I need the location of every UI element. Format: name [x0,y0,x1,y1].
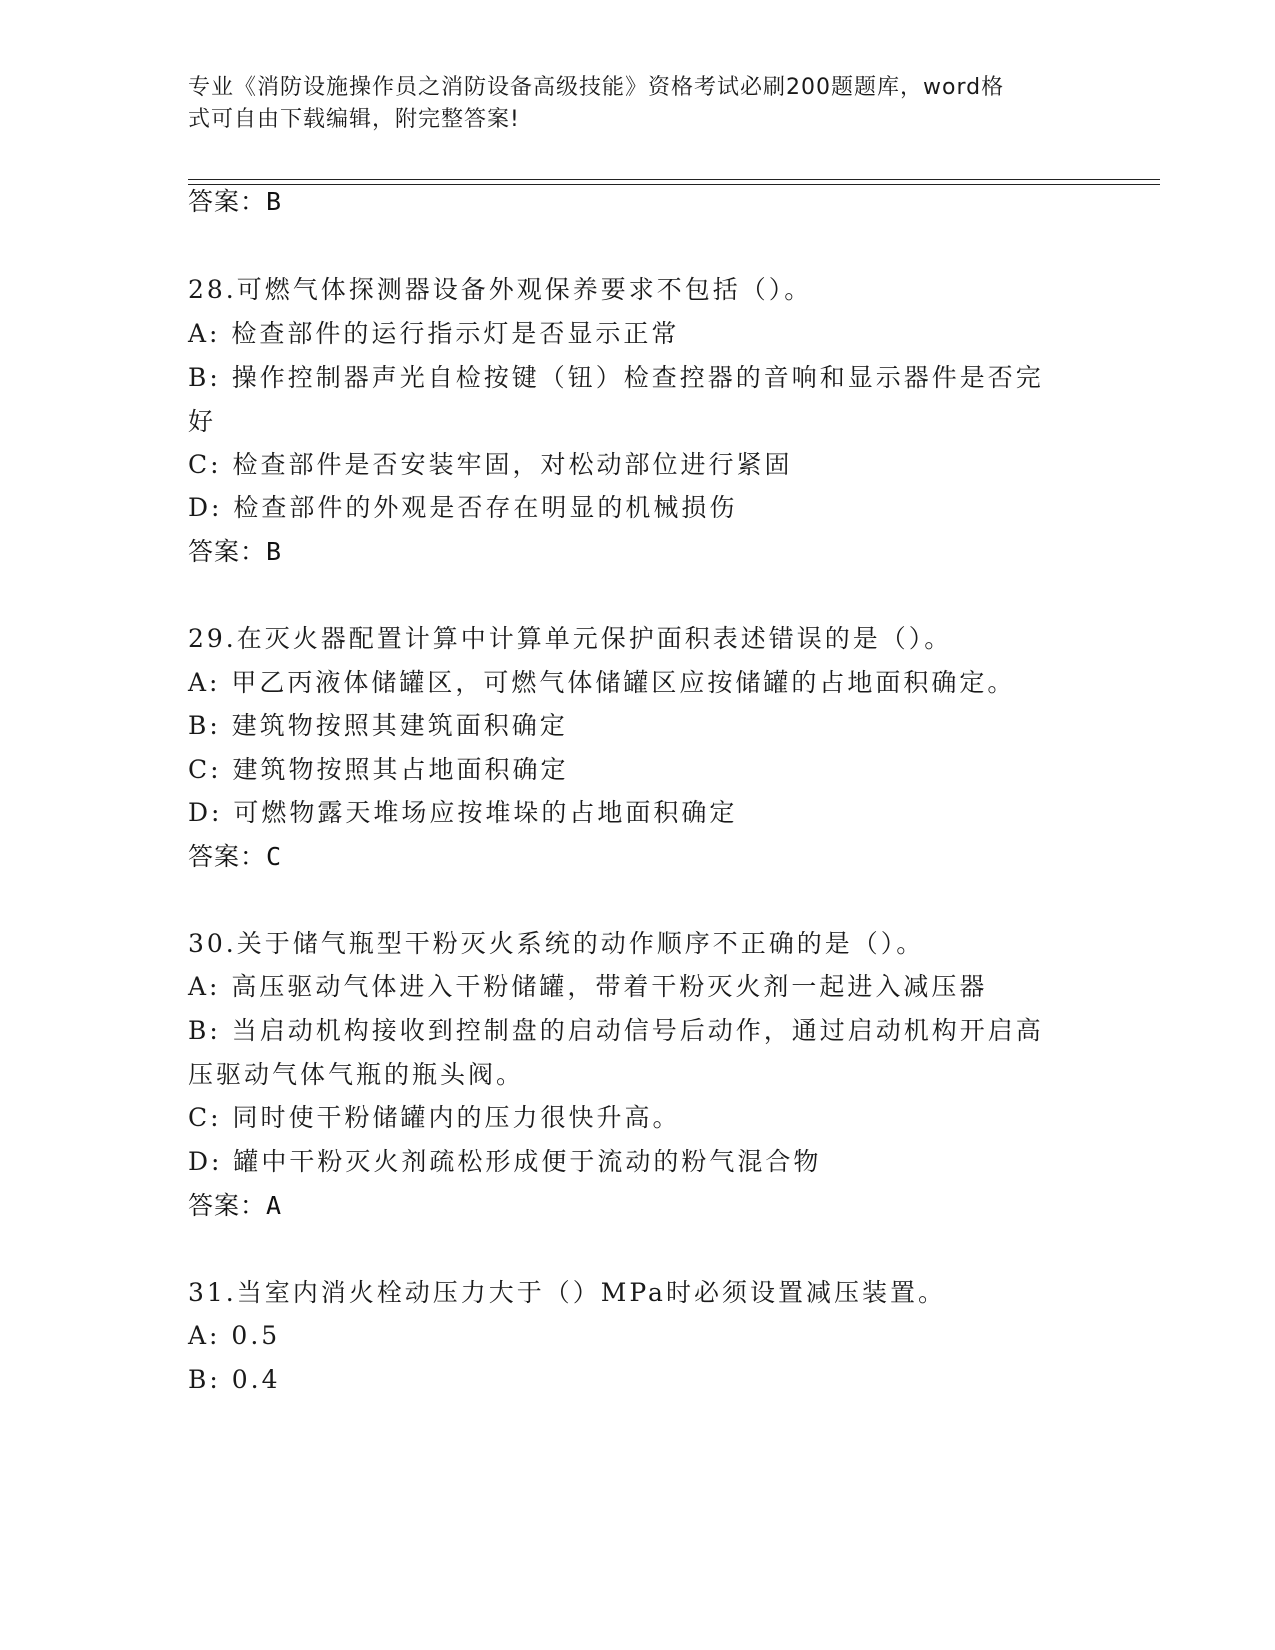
document-header [188,72,1068,136]
question-28-option-c: C: 检查部件是否安装牢固，对松动部位进行紧固 [188,450,793,479]
question-28-option-b: B: 操作控制器声光自检按键（钮）检查控器的音响和显示器件是否完 [188,363,1044,392]
question-30-option-d: D: 罐中干粉灭火剂疏松形成便于流动的粉气混合物 [188,1147,822,1176]
question-29-option-d: D: 可燃物露天堆场应按堆垛的占地面积确定 [188,798,738,827]
header-line-1: 专业《消防设施操作员之消防设备高级技能》资格考试必刷200题题库，word格 [188,75,1005,100]
question-31-option-a: A: 0.5 [188,1321,281,1350]
question-29-answer [188,840,282,874]
answer-value: C [266,842,283,871]
question-28-option-d: D: 检查部件的外观是否存在明显的机械损伤 [188,493,738,522]
answer-label: 答案： [188,537,267,566]
question-29-option-a: A: 甲乙丙液体储罐区，可燃气体储罐区应按储罐的占地面积确定。 [188,668,1016,697]
answer-value: B [266,187,283,216]
answer-value: A [266,1191,283,1220]
question-30-answer [188,1189,282,1223]
question-28-text: 28.可燃气体探测器设备外观保养要求不包括（）。 [188,275,813,304]
header-line-2: 式可自由下载编辑，附完整答案! [188,107,520,132]
answer-label: 答案： [188,842,267,871]
answer-label: 答案： [188,1191,267,1220]
question-30-text: 30.关于储气瓶型干粉灭火系统的动作顺序不正确的是（）。 [188,929,925,958]
question-28-option-b-cont: 好 [188,407,217,436]
question-30-option-a: A: 高压驱动气体进入干粉储罐，带着干粉灭火剂一起进入减压器 [188,972,988,1001]
header-divider-top [188,179,1160,180]
question-31-text: 31.当室内消火栓动压力大于（）MPa时必须设置减压装置。 [188,1278,946,1307]
header-divider-bottom [188,184,1160,185]
question-28-option-a: A: 检查部件的运行指示灯是否显示正常 [188,319,680,348]
previous-answer [188,185,282,219]
answer-label: 答案： [188,187,267,216]
question-29-option-b: B: 建筑物按照其建筑面积确定 [188,711,568,740]
question-29-text: 29.在灭火器配置计算中计算单元保护面积表述错误的是（）。 [188,624,953,653]
answer-value: B [266,537,283,566]
question-31-option-b: B: 0.4 [188,1365,281,1394]
question-28-answer [188,535,282,569]
question-30-option-c: C: 同时使干粉储罐内的压力很快升高。 [188,1103,681,1132]
question-29-option-c: C: 建筑物按照其占地面积确定 [188,755,569,784]
question-30-option-b: B: 当启动机构接收到控制盘的启动信号后动作，通过启动机构开启高 [188,1016,1044,1045]
question-30-option-b-cont: 压驱动气体气瓶的瓶头阀。 [188,1060,525,1089]
